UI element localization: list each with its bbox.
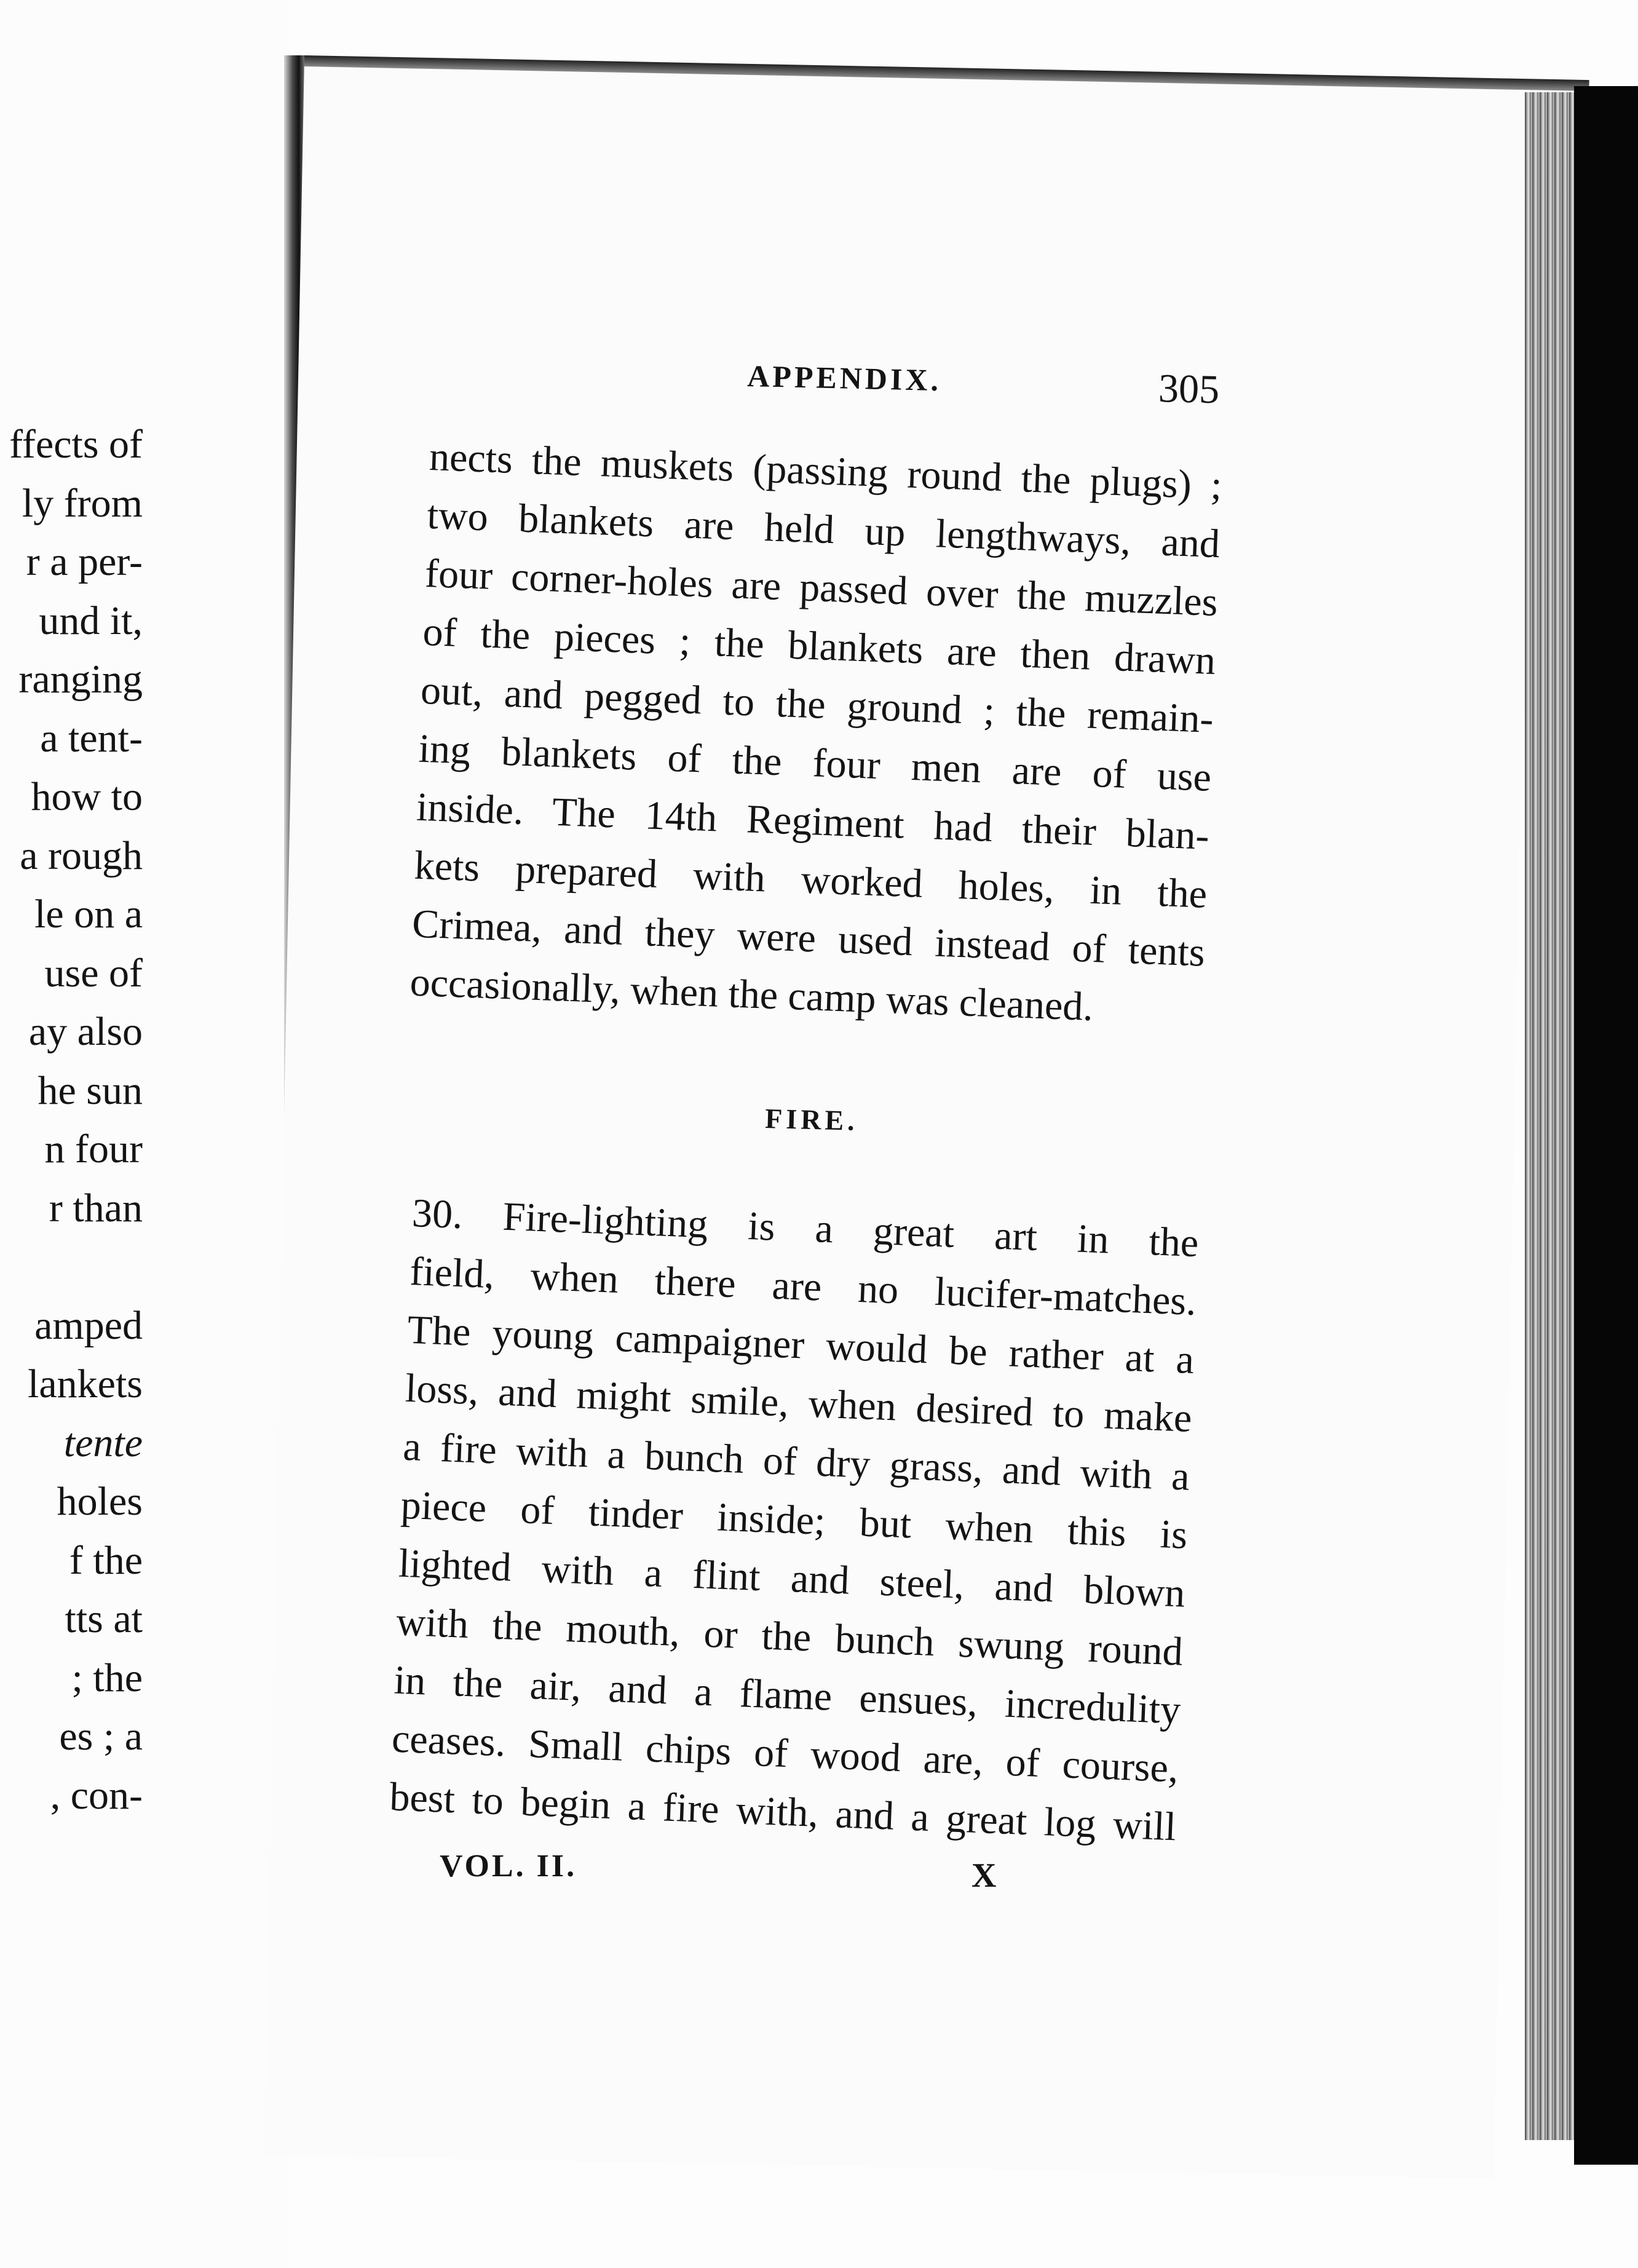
text-line: best to begin a fire with, and a great log will [389,1774,1177,1850]
text-line: 30. Fire-lighting is a great art in the [411,1190,1200,1266]
left-page-line: holes [57,1479,143,1524]
left-page-line: n four [44,1127,143,1172]
text-line: out, and pegged to the ground ; the remain- [419,667,1214,742]
text-line: kets prepared with worked holes, in the [413,843,1208,917]
left-page-line: le on a [34,892,143,937]
running-header: APPENDIX. [746,358,942,398]
left-page-line: ranging [18,657,143,702]
section-title: FIRE. [764,1102,859,1136]
left-page-line: he sun [38,1068,143,1113]
text-line: piece of tinder inside; but when this is [400,1482,1189,1558]
left-facing-page [0,0,289,2268]
text-line: ceases. Small chips of wood are, of course, [390,1716,1179,1791]
text-line: loss, and might smile, when desired to make [404,1365,1193,1441]
left-page-line: r than [49,1185,143,1231]
page-number: 305 [1158,365,1220,413]
left-page-line: a tent- [40,715,143,761]
left-page-line: ffects of [9,422,143,467]
text-line: ing blankets of the four men are of use [417,726,1213,800]
paragraph-1 [409,427,1223,1041]
text-line: of the pieces ; the blankets are then drawn [422,609,1217,684]
text-line: field, when there are no lucifer-matches. [409,1248,1197,1325]
left-page-line: how to [31,774,143,819]
left-page-line: ; the [71,1655,143,1700]
text-line: four corner-holes are passed over the muzzles [424,550,1219,625]
text-line: inside. The 14th Regiment had their blan- [416,784,1210,858]
left-page-line: r a per- [26,539,143,584]
left-page-line: , con- [50,1772,143,1818]
text-line: with the mouth, or the bunch swung round [395,1599,1184,1675]
left-page-line: tente [63,1420,143,1465]
volume-signature: VOL. II. [440,1849,577,1884]
text-line: lighted with a flint and steel, and blown [397,1540,1186,1616]
signature-letter: X [971,1857,997,1895]
left-page-line: f the [69,1537,143,1583]
text-line: Crimea, and they were used instead of tents [411,901,1206,975]
text-line: The young campaigner would be rather at a [406,1307,1195,1382]
paragraph-2 [389,1184,1200,1856]
text-line: nects the muskets (passing round the plugs) ; [428,434,1223,509]
scan-background-edge [1574,86,1638,2165]
left-page-line: es ; a [59,1714,143,1759]
left-page-line: ly from [22,480,143,526]
left-page-line: lankets [28,1362,143,1406]
left-page-line: use of [44,950,143,996]
text-line: a fire with a bunch of dry grass, and with a [402,1424,1191,1499]
text-line: in the air, and a flame ensues, incredulity [393,1657,1182,1733]
left-page-line: tts at [65,1596,143,1641]
text-line: two blankets are held up lengthways, and [426,492,1221,567]
left-page-line: amped [34,1303,143,1348]
text-line: occasionally, when the camp was cleaned. [409,959,1094,1030]
left-page-line: a rough [20,833,143,878]
left-page-line: ay also [28,1009,143,1054]
left-page-line: und it, [39,598,143,643]
